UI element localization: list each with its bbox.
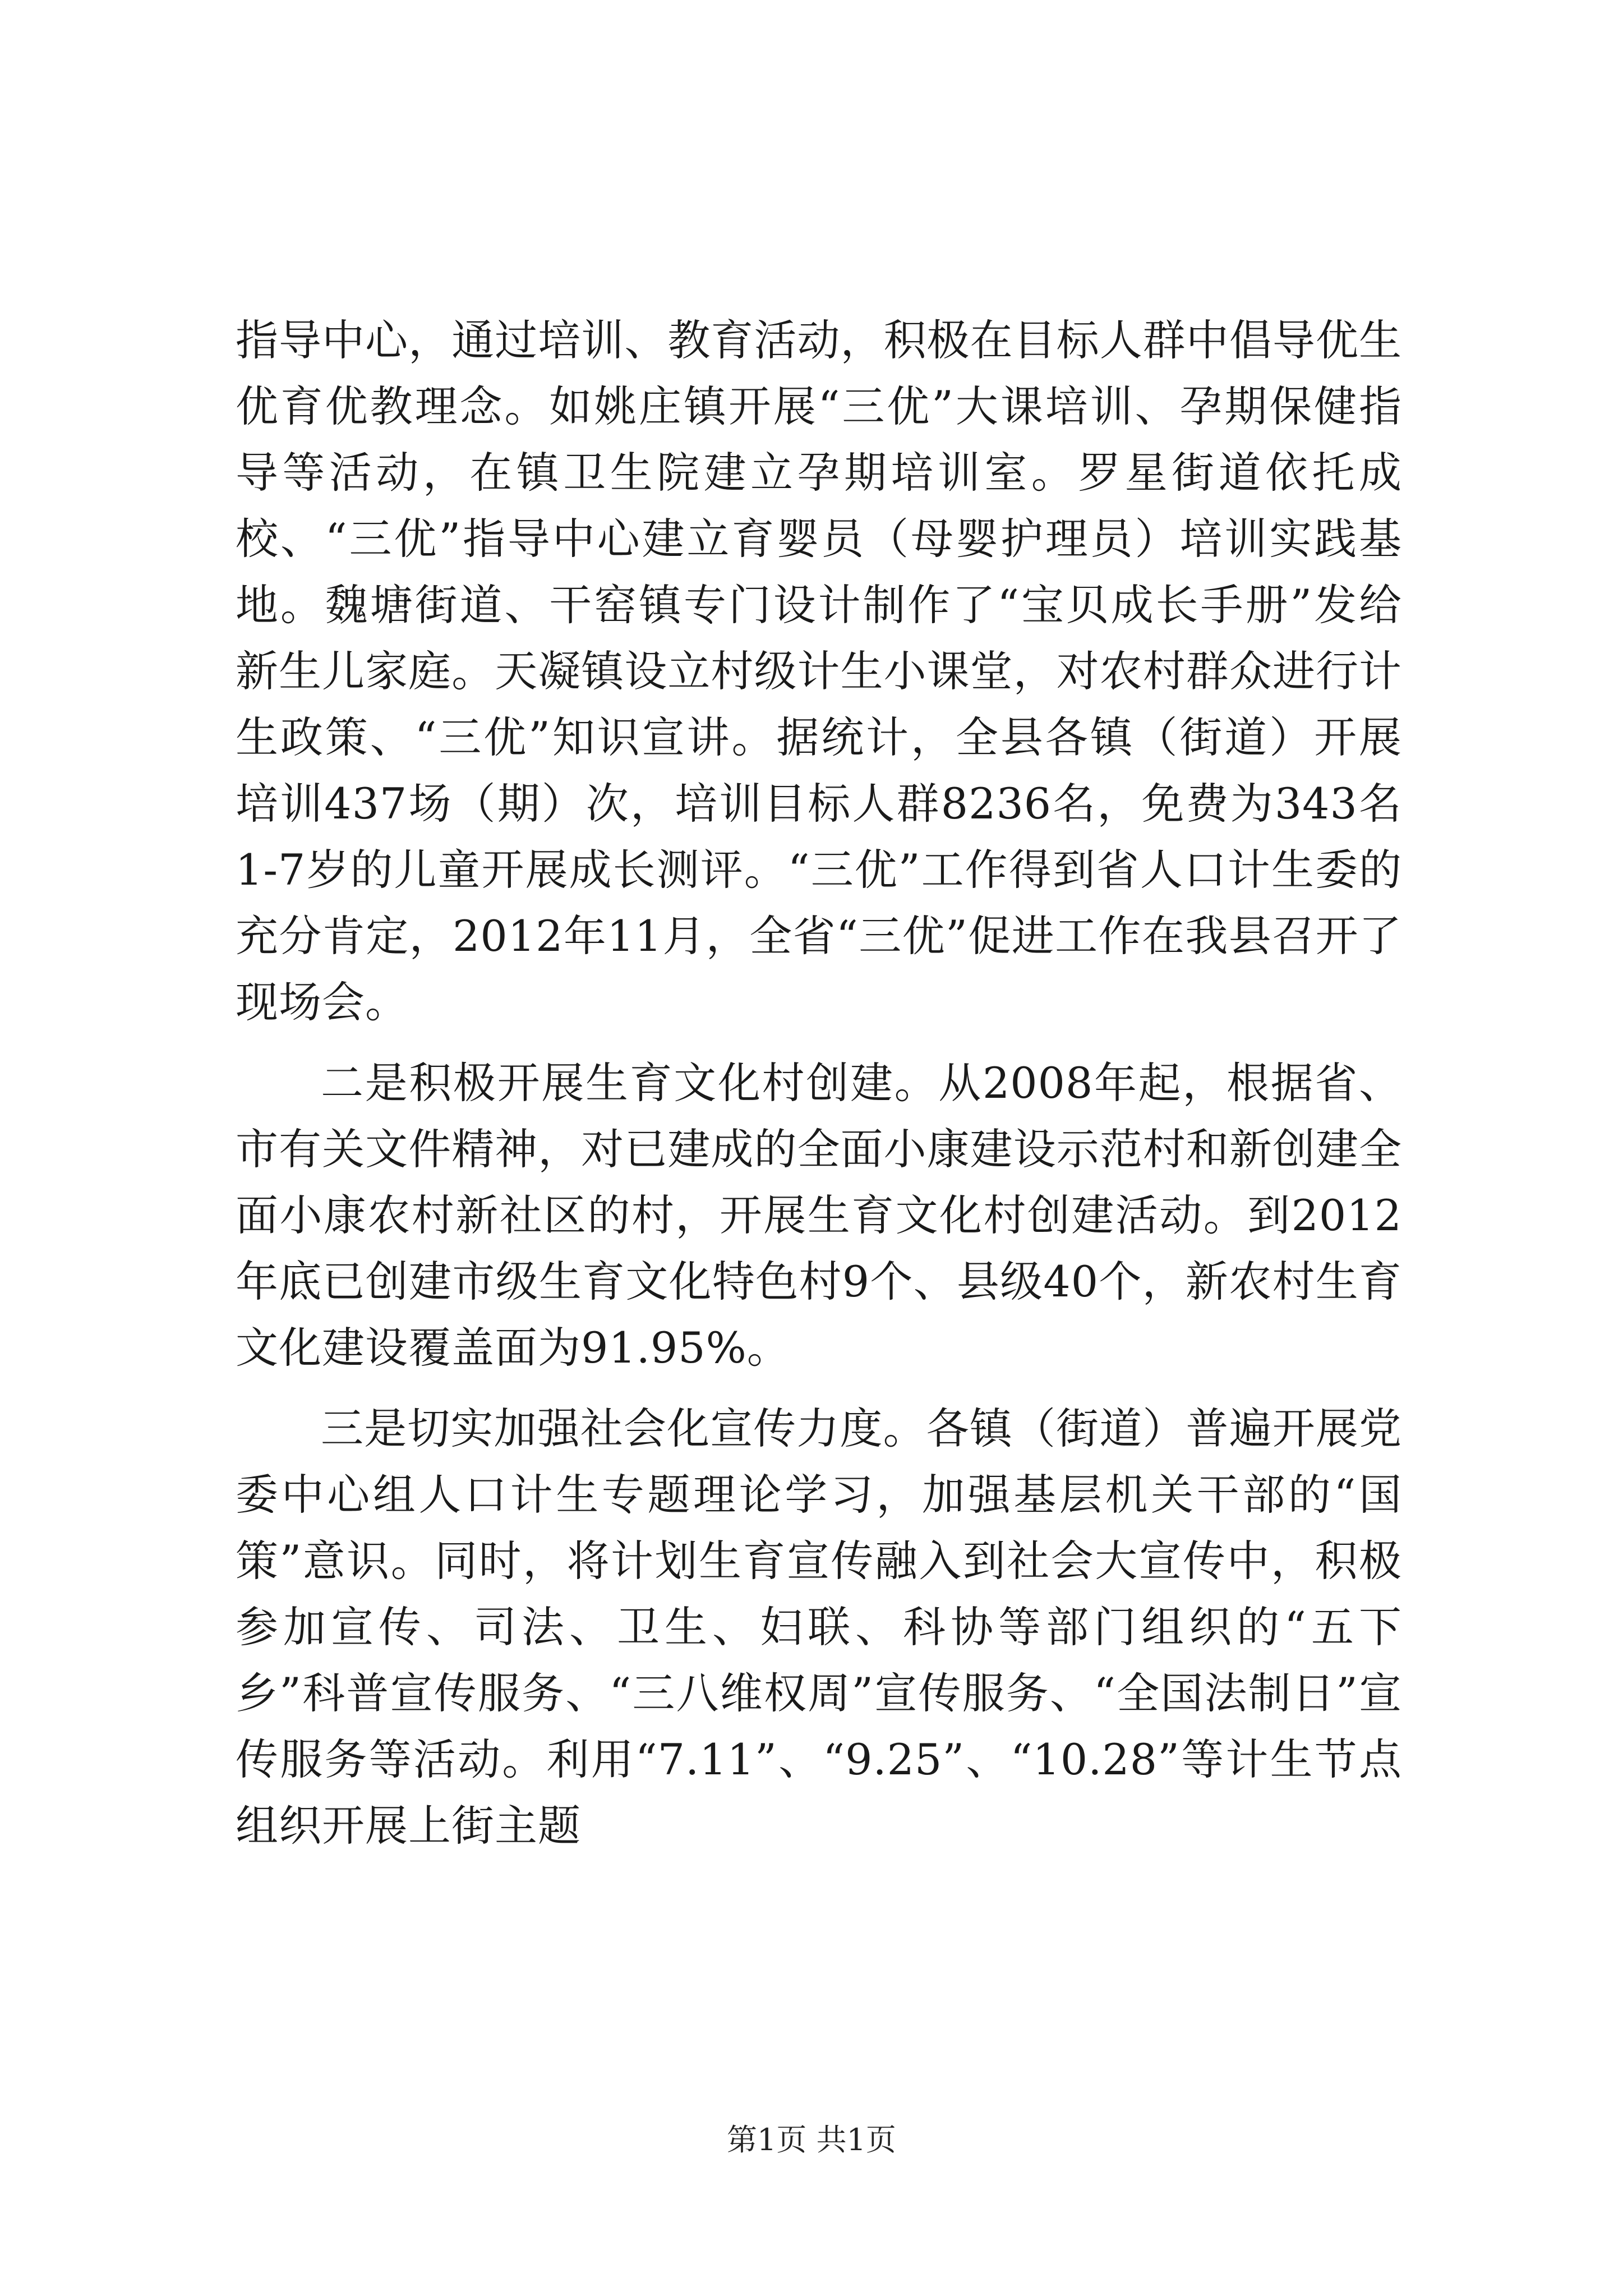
- document-body: [236, 307, 1402, 1859]
- paragraph-3: 三是切实加强社会化宣传力度。各镇（街道）普遍开展党委中心组人口计生专题理论学习，加强基层机关干部的“国策”意识。同时，将计划生育宣传融入到社会大宣传中，积极参加宣传、司法、卫生、妇联、科协等部门组织的“五下乡”科普宣传服务、“三八维权周”宣传服务、“全国法制日”宣传服务等活动。利用“7.11”、“9.25”、“10.28”等计生节点组织开展上街主题: [236, 1404, 1402, 1851]
- page-number-footer: 第1页 共1页: [727, 2122, 896, 2157]
- paragraph-2: 二是积极开展生育文化村创建。从2008年起，根据省、市有关文件精神，对已建成的全面小康建设示范村和新创建全面小康农村新社区的村，开展生育文化村创建活动。到2012年底已创建市级生育文化特色村9个、县级40个，新农村生育文化建设覆盖面为91.95%。: [236, 1058, 1402, 1373]
- paragraph-1: 指导中心，通过培训、教育活动，积极在目标人群中倡导优生优育优教理念。如姚庄镇开展“三优”大课培训、孕期保健指导等活动，在镇卫生院建立孕期培训室。罗星街道依托成校、“三优”指导中心建立育婴员（母婴护理员）培训实践基地。魏塘街道、干窑镇专门设计制作了“宝贝成长手册”发给新生儿家庭。天凝镇设立村级计生小课堂，对农村群众进行计生政策、“三优”知识宣讲。据统计，全县各镇（街道）开展培训437场（期）次，培训目标人群8236名，免费为343名1-7岁的儿童开展成长测评。“三优”工作得到省人口计生委的充分肯定，2012年11月，全省“三优”促进工作在我县召开了现场会。: [236, 315, 1402, 1027]
